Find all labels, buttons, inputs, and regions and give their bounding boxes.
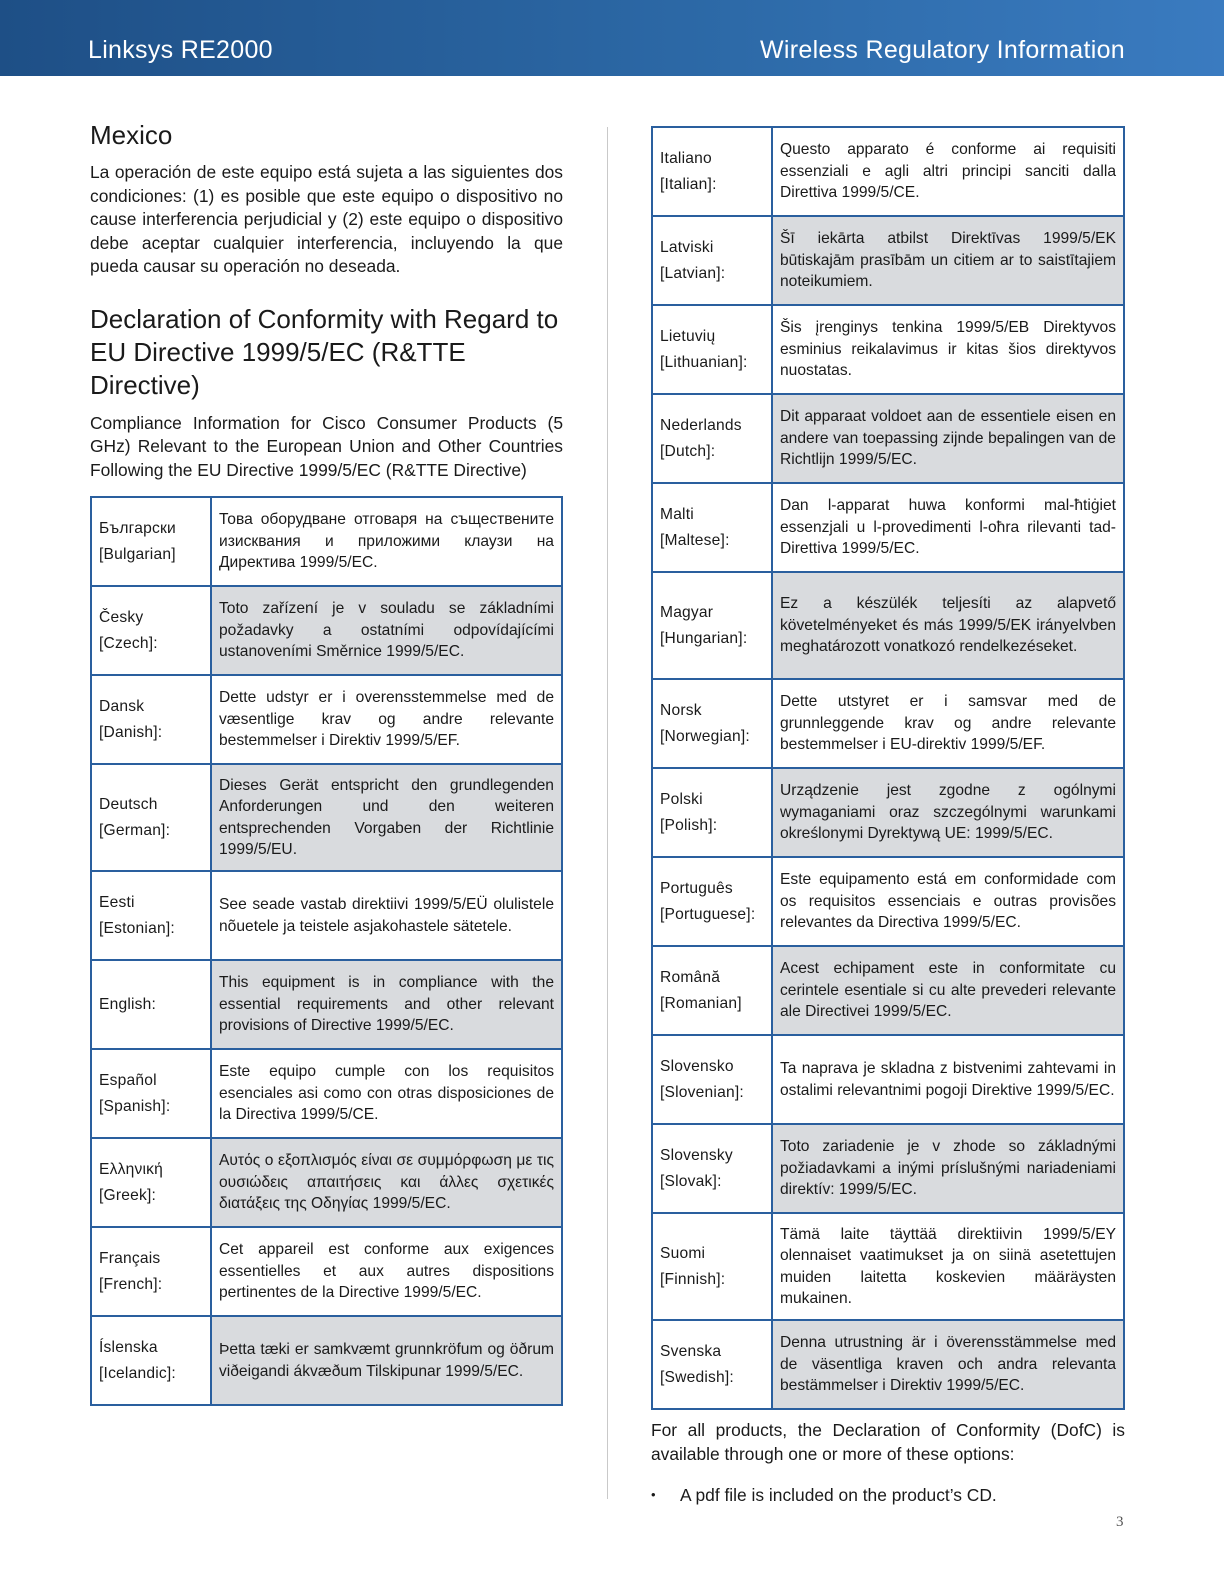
declaration-text: Toto zařízení je v souladu se základními požadavky a ostatními odpovídajícími ustanoveními Směrnice 1999/5/EC. xyxy=(211,586,562,675)
declaration-text: Este equipo cumple con los requisitos esenciales asi como con otras disposiciones de la Directiva 1999/5/CE. xyxy=(211,1049,562,1138)
language-english-name: [Romanian] xyxy=(660,994,742,1012)
language-name: Lietuvių xyxy=(660,327,716,345)
language-row xyxy=(91,1049,562,1138)
language-cell xyxy=(652,857,772,946)
declaration-text: Þetta tæki er samkvæmt grunnkröfum og öðrum viðeigandi ákvæðum Tilskipunar 1999/5/EC. xyxy=(211,1316,562,1405)
declaration-text: Cet appareil est conforme aux exigences essentielles et aux autres dispositions pertinentes de la Directive 1999/5/EC. xyxy=(211,1227,562,1316)
language-name: Norsk xyxy=(660,701,702,719)
language-english-name: [Slovak]: xyxy=(660,1172,722,1190)
declaration-intro: Compliance Information for Cisco Consumer Products (5 GHz) Relevant to the European Union and Other Countries Following the EU Directive 1999/5/EC (R&TTE Directive) xyxy=(90,412,563,480)
language-name: Português xyxy=(660,879,733,897)
language-name: Polski xyxy=(660,790,703,808)
language-row xyxy=(91,871,562,960)
language-name: Français xyxy=(99,1249,161,1267)
language-name: Íslenska xyxy=(99,1338,158,1356)
language-cell xyxy=(91,497,211,586)
language-name: Česky xyxy=(99,608,144,626)
language-english-name: [Portuguese]: xyxy=(660,905,756,923)
language-cell xyxy=(91,1138,211,1227)
language-english-name: [Lithuanian]: xyxy=(660,353,748,371)
language-english-name: [Danish]: xyxy=(99,723,163,741)
declaration-text: Este equipamento está em conformidade com os requisitos essenciais e outras provisões relevantes da Directiva 1999/5/EC. xyxy=(772,857,1124,946)
declaration-text: Urządzenie jest zgodne z ogólnymi wymaganiami oraz szczególnymi warunkami określonymi Dyrektywą UE: 1999/5/EC. xyxy=(772,768,1124,857)
product-title: Linksys RE2000 xyxy=(88,36,273,64)
language-row xyxy=(652,946,1124,1035)
language-name: Español xyxy=(99,1071,157,1089)
left-column xyxy=(90,120,563,1406)
bullet-icon: • xyxy=(651,1487,656,1503)
declaration-text: This equipment is in compliance with the essential requirements and other relevant provisions of Directive 1999/5/EC. xyxy=(211,960,562,1049)
language-cell xyxy=(91,1316,211,1405)
language-cell xyxy=(652,127,772,216)
language-cell xyxy=(91,764,211,871)
language-row xyxy=(652,216,1124,305)
conformity-table-right xyxy=(651,126,1125,1410)
dofc-bullet-item xyxy=(651,1483,1125,1507)
language-row xyxy=(652,1320,1124,1409)
language-cell xyxy=(91,960,211,1049)
language-row xyxy=(652,1213,1124,1320)
language-cell xyxy=(91,871,211,960)
language-cell xyxy=(91,1227,211,1316)
declaration-text: Toto zariadenie je v zhode so základnými požiadavkami a inými príslušnými nariadeniami direktív: 1999/5/EC. xyxy=(772,1124,1124,1213)
language-name: Română xyxy=(660,968,721,986)
declaration-text: Tämä laite täyttää direktiivin 1999/5/EY olennaiset vaatimukset ja on siinä asetettujen muiden laitetta koskevien määräysten mukainen. xyxy=(772,1213,1124,1320)
language-name: Dansk xyxy=(99,697,145,715)
declaration-text: Dette udstyr er i overensstemmelse med de væsentlige krav og andre relevante bestemmelser i Direktiv 1999/5/EF. xyxy=(211,675,562,764)
declaration-text: Acest echipament este in conformitate cu cerintele esentiale si cu alte prevederi relevante ale Directivei 1999/5/EC. xyxy=(772,946,1124,1035)
declaration-text: Ez a készülék teljesíti az alapvető követelményeket és más 1999/5/EK irányelvben meghatározott vonatkozó rendelkezéseket. xyxy=(772,572,1124,679)
language-row xyxy=(91,675,562,764)
language-row xyxy=(652,1124,1124,1213)
declaration-text: Denna utrustning är i överensstämmelse med de väsentliga kraven och andra relevanta bestämmelser i Direktiv 1999/5/EC. xyxy=(772,1320,1124,1409)
declaration-text: Това оборудване отговаря на съществените изисквания и приложими клаузи на Директива 1999/5/ЕС. xyxy=(211,497,562,586)
language-english-name: [Estonian]: xyxy=(99,919,175,937)
page-header xyxy=(0,0,1224,76)
language-row xyxy=(91,497,562,586)
language-cell xyxy=(652,1035,772,1124)
declaration-text: Šis įrenginys tenkina 1999/5/EB Direktyvos esminius reikalavimus ir kitas šios direktyvos nuostatas. xyxy=(772,305,1124,394)
declaration-text: Αυτός ο εξοπλισμός είναι σε συμμόρφωση με τις ουσιώδεις απαιτήσεις και άλλες σχετικές διατάξεις της Οδηγίας 1999/5/EC. xyxy=(211,1138,562,1227)
language-row xyxy=(91,586,562,675)
dofc-bullet-text: A pdf file is included on the product’s CD. xyxy=(680,1485,997,1506)
language-cell xyxy=(652,216,772,305)
page-number: 3 xyxy=(1116,1514,1124,1530)
language-cell xyxy=(652,394,772,483)
language-cell xyxy=(91,675,211,764)
language-cell xyxy=(91,1049,211,1138)
language-english-name: [Spanish]: xyxy=(99,1097,171,1115)
language-english-name: [Hungarian]: xyxy=(660,629,748,647)
declaration-text: Dan l-apparat huwa konformi mal-ħtiġiet essenzjali u l-provedimenti l-oħra rilevanti tad-Direttiva 1999/5/EC. xyxy=(772,483,1124,572)
language-cell xyxy=(652,483,772,572)
language-cell xyxy=(652,1213,772,1320)
language-english-name: [Maltese]: xyxy=(660,531,730,549)
dofc-paragraph: For all products, the Declaration of Conformity (DofC) is available through one or more of these options: xyxy=(651,1420,1125,1464)
language-row xyxy=(652,483,1124,572)
language-english-name: [Dutch]: xyxy=(660,442,716,460)
declaration-text: Ta naprava je skladna z bistvenimi zahtevami in ostalimi relevantnimi pogoji Direktive 1999/5/EC. xyxy=(772,1035,1124,1124)
language-row xyxy=(91,960,562,1049)
language-row xyxy=(652,572,1124,679)
language-english-name: [Norwegian]: xyxy=(660,727,750,745)
declaration-text: Dieses Gerät entspricht den grundlegenden Anforderungen und den weiteren entsprechenden Vorgaben der Richtlinie 1999/5/EU. xyxy=(211,764,562,871)
language-row xyxy=(91,1138,562,1227)
language-name: Eesti xyxy=(99,893,135,911)
language-english-name: [Swedish]: xyxy=(660,1368,734,1386)
language-cell xyxy=(652,946,772,1035)
language-name: Magyar xyxy=(660,603,714,621)
language-name: Български xyxy=(99,519,176,537)
conformity-table-left xyxy=(90,496,563,1406)
language-english-name: [Latvian]: xyxy=(660,264,726,282)
language-english-name: [Czech]: xyxy=(99,634,158,652)
language-row xyxy=(652,127,1124,216)
mexico-heading: Mexico xyxy=(90,120,173,150)
declaration-text: Šī iekārta atbilst Direktīvas 1999/5/EK būtiskajām prasībām un citiem ar to saistītajiem noteikumiem. xyxy=(772,216,1124,305)
language-name: Slovensko xyxy=(660,1057,734,1075)
language-row xyxy=(91,1227,562,1316)
language-name: Svenska xyxy=(660,1342,722,1360)
language-english-name: [Slovenian]: xyxy=(660,1083,744,1101)
language-row xyxy=(652,394,1124,483)
language-cell xyxy=(652,1124,772,1213)
right-column xyxy=(651,126,1125,1507)
language-name: Deutsch xyxy=(99,795,158,813)
language-english-name: [Italian]: xyxy=(660,175,717,193)
language-row xyxy=(652,679,1124,768)
language-cell xyxy=(91,586,211,675)
language-english-name: [Polish]: xyxy=(660,816,718,834)
language-english-name: [German]: xyxy=(99,821,171,839)
language-cell xyxy=(652,679,772,768)
language-name: Latviski xyxy=(660,238,714,256)
declaration-heading: Declaration of Conformity with Regard to EU Directive 1999/5/EC (R&TTE Directive) xyxy=(90,303,559,400)
language-cell xyxy=(652,1320,772,1409)
language-cell xyxy=(652,768,772,857)
declaration-text: Dette utstyret er i samsvar med de grunnleggende krav og andre relevante bestemmelser i EU-direktiv 1999/5/EF. xyxy=(772,679,1124,768)
language-name: Italiano xyxy=(660,149,712,167)
language-row xyxy=(652,1035,1124,1124)
language-english-name: [Finnish]: xyxy=(660,1270,726,1288)
language-english-name: [French]: xyxy=(99,1275,163,1293)
language-english-name: [Icelandic]: xyxy=(99,1364,176,1382)
language-name: Suomi xyxy=(660,1244,706,1262)
language-name: Malti xyxy=(660,505,694,523)
language-row xyxy=(91,1316,562,1405)
column-divider xyxy=(607,127,608,1499)
mexico-paragraph: La operación de este equipo está sujeta a las siguientes dos condiciones: (1) es posible que este equipo o dispositivo no cause interferencia perjudicial y (2) este equipo o dispositivo debe aceptar cualquier interferencia, incluyendo la que pueda causar su operación no deseada. xyxy=(90,162,563,276)
section-title: Wireless Regulatory Information xyxy=(760,36,1125,64)
language-name: English: xyxy=(99,995,157,1013)
language-english-name: [Bulgarian] xyxy=(99,545,176,563)
language-row xyxy=(652,305,1124,394)
language-name: Nederlands xyxy=(660,416,742,434)
language-name: Ελληνική xyxy=(99,1160,163,1178)
language-cell xyxy=(652,305,772,394)
declaration-text: Questo apparato é conforme ai requisiti essenziali e agli altri principi sanciti dalla Direttiva 1999/5/CE. xyxy=(772,127,1124,216)
language-name: Slovensky xyxy=(660,1146,733,1164)
declaration-text: See seade vastab direktiivi 1999/5/EÜ olulistele nõuetele ja teistele asjakohastele sätetele. xyxy=(211,871,562,960)
declaration-text: Dit apparaat voldoet aan de essentiele eisen en andere van toepassing zijnde bepalingen van de Richtlijn 1999/5/EC. xyxy=(772,394,1124,483)
language-cell xyxy=(652,572,772,679)
language-english-name: [Greek]: xyxy=(99,1186,157,1204)
language-row xyxy=(652,857,1124,946)
language-row xyxy=(91,764,562,871)
language-row xyxy=(652,768,1124,857)
